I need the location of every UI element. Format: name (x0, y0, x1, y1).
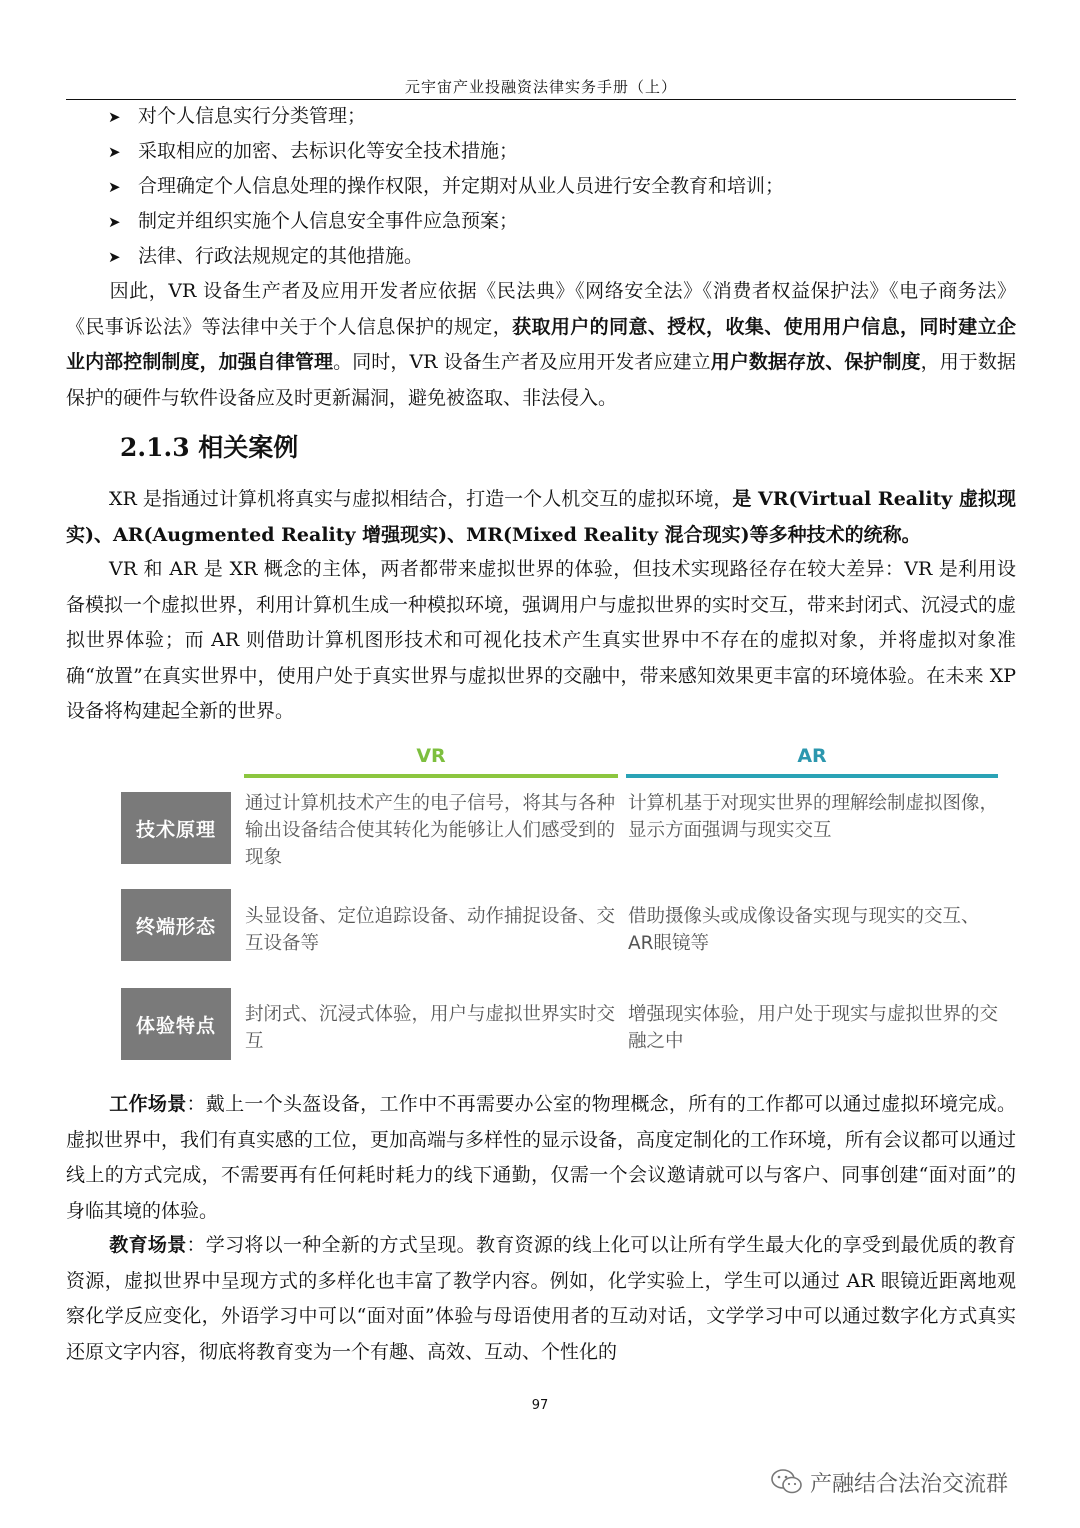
vr-column-header: VR (416, 745, 446, 767)
cell-ar-terminal: 借助摄像头或成像设备实现与现实的交互、AR眼镜等 (628, 906, 980, 954)
running-header: 元宇宙产业投融资法律实务手册（上） (404, 78, 677, 96)
cell-vr-terminal: 头显设备、定位追踪设备、动作捕捉设备、交互设备等 (245, 906, 616, 954)
paragraph-data-protection: 因此，VR 设备生产者及应用开发者应依据《民法典》《网络安全法》《消费者权益保护法》《电子商务法》《民事诉讼法》等法律中关于个人信息保护的规定，获取用户的同意、授权，收集、使用用户信息，同时建立企业内部控制制度，加强自律管理。同时，VR 设备生产者及应用开发者应建立用户数据存放、保护制度，用于数据保护的硬件与软件设备应及时更新漏洞，避免被盗取、非法侵入。 (66, 280, 1016, 409)
arrow-bullet-icon: ➤ (108, 248, 121, 266)
arrow-bullet-icon: ➤ (108, 213, 121, 231)
paragraph-work-scenario: 工作场景：戴上一个头盔设备，工作中不再需要办公室的物理概念，所有的工作都可以通过虚拟环境完成。虚拟世界中，我们有真实感的工位，更加高端与多样性的显示设备，高度定制化的工作环境，所有会议都可以通过线上的方式完成，不需要再有任何耗时耗力的线下通勤，仅需一个会议邀请就可以与客户、同事创建“面对面”的身临其境的体验。 (66, 1093, 1017, 1222)
row-label-experience: 体验特点 (121, 988, 231, 1060)
bullet-list (108, 99, 1018, 274)
ar-column-header: AR (797, 745, 827, 767)
page-number: 97 (531, 1398, 549, 1413)
list-item: ➤ 合理确定个人信息处理的操作权限，并定期对从业人员进行安全教育和培训； (108, 169, 1018, 204)
row-label-terminal: 终端形态 (121, 889, 231, 961)
watermark-text: 产融结合法治交流群 (810, 1471, 1009, 1497)
arrow-bullet-icon: ➤ (108, 108, 121, 126)
cell-ar-experience: 增强现实体验，用户处于现实与虚拟世界的交融之中 (628, 1004, 999, 1052)
section-heading: 2.1.3 相关案例 (120, 433, 299, 462)
ar-header-rule (626, 774, 998, 778)
watermark (770, 1462, 1060, 1502)
cell-vr-experience: 封闭式、沉浸式体验，用户与虚拟世界实时交互 (245, 1004, 616, 1052)
paragraph-education-scenario: 教育场景：学习将以一种全新的方式呈现。教育资源的线上化可以让所有学生最大化的享受到最优质的教育资源，虚拟世界中呈现方式的多样化也丰富了教学内容。例如，化学实验上，学生可以通过 AR 眼镜近距离地观察化学反应变化，外语学习中可以“面对面”体验与母语使用者的互动对话，文学学习中可以通过数字化方式真实还原文字内容，彻底将教育变为一个有趣、高效、互动、个性化的 (66, 1234, 1016, 1363)
list-item: ➤ 对个人信息实行分类管理； (108, 99, 1018, 134)
cell-ar-principle: 计算机基于对现实世界的理解绘制虚拟图像，显示方面强调与现实交互 (628, 793, 999, 841)
arrow-bullet-icon: ➤ (108, 143, 121, 161)
arrow-bullet-icon: ➤ (108, 178, 121, 196)
row-label-principle: 技术原理 (121, 792, 231, 864)
cell-vr-principle: 通过计算机技术产生的电子信号，将其与各种输出设备结合使其转化为能够让人们感受到的现象 (245, 793, 616, 868)
list-item: ➤ 制定并组织实施个人信息安全事件应急预案； (108, 204, 1018, 239)
wechat-icon (770, 1467, 804, 1497)
vr-ar-comparison-figure (118, 740, 1000, 1070)
paragraph-xr-definition: XR 是指通过计算机将真实与虚拟相结合，打造一个人机交互的虚拟环境，是 VR(Virtual Reality 虚拟现实)、AR(Augmented Reality 增强现实)、MR(Mixed Reality 混合现实)等多种技术的统称。 (66, 488, 1017, 546)
paragraph-vr-ar: VR 和 AR 是 XR 概念的主体，两者都带来虚拟世界的体验，但技术实现路径存在较大差异：VR 是利用设备模拟一个虚拟世界，利用计算机生成一种模拟环境，强调用户与虚拟世界的实时交互，带来封闭式、沉浸式的虚拟世界体验；而 AR 则借助计算机图形技术和可视化技术产生真实世界中不存在的虚拟对象，并将虚拟对象准确“放置”在真实世界中，使用户处于真实世界与虚拟世界的交融中，带来感知效果更丰富的环境体验。在未来 XP 设备将构建起全新的世界。 (66, 558, 1017, 722)
vr-header-rule (244, 774, 618, 778)
list-item: ➤ 法律、行政法规规定的其他措施。 (108, 239, 1018, 274)
list-item: ➤ 采取相应的加密、去标识化等安全技术措施； (108, 134, 1018, 169)
